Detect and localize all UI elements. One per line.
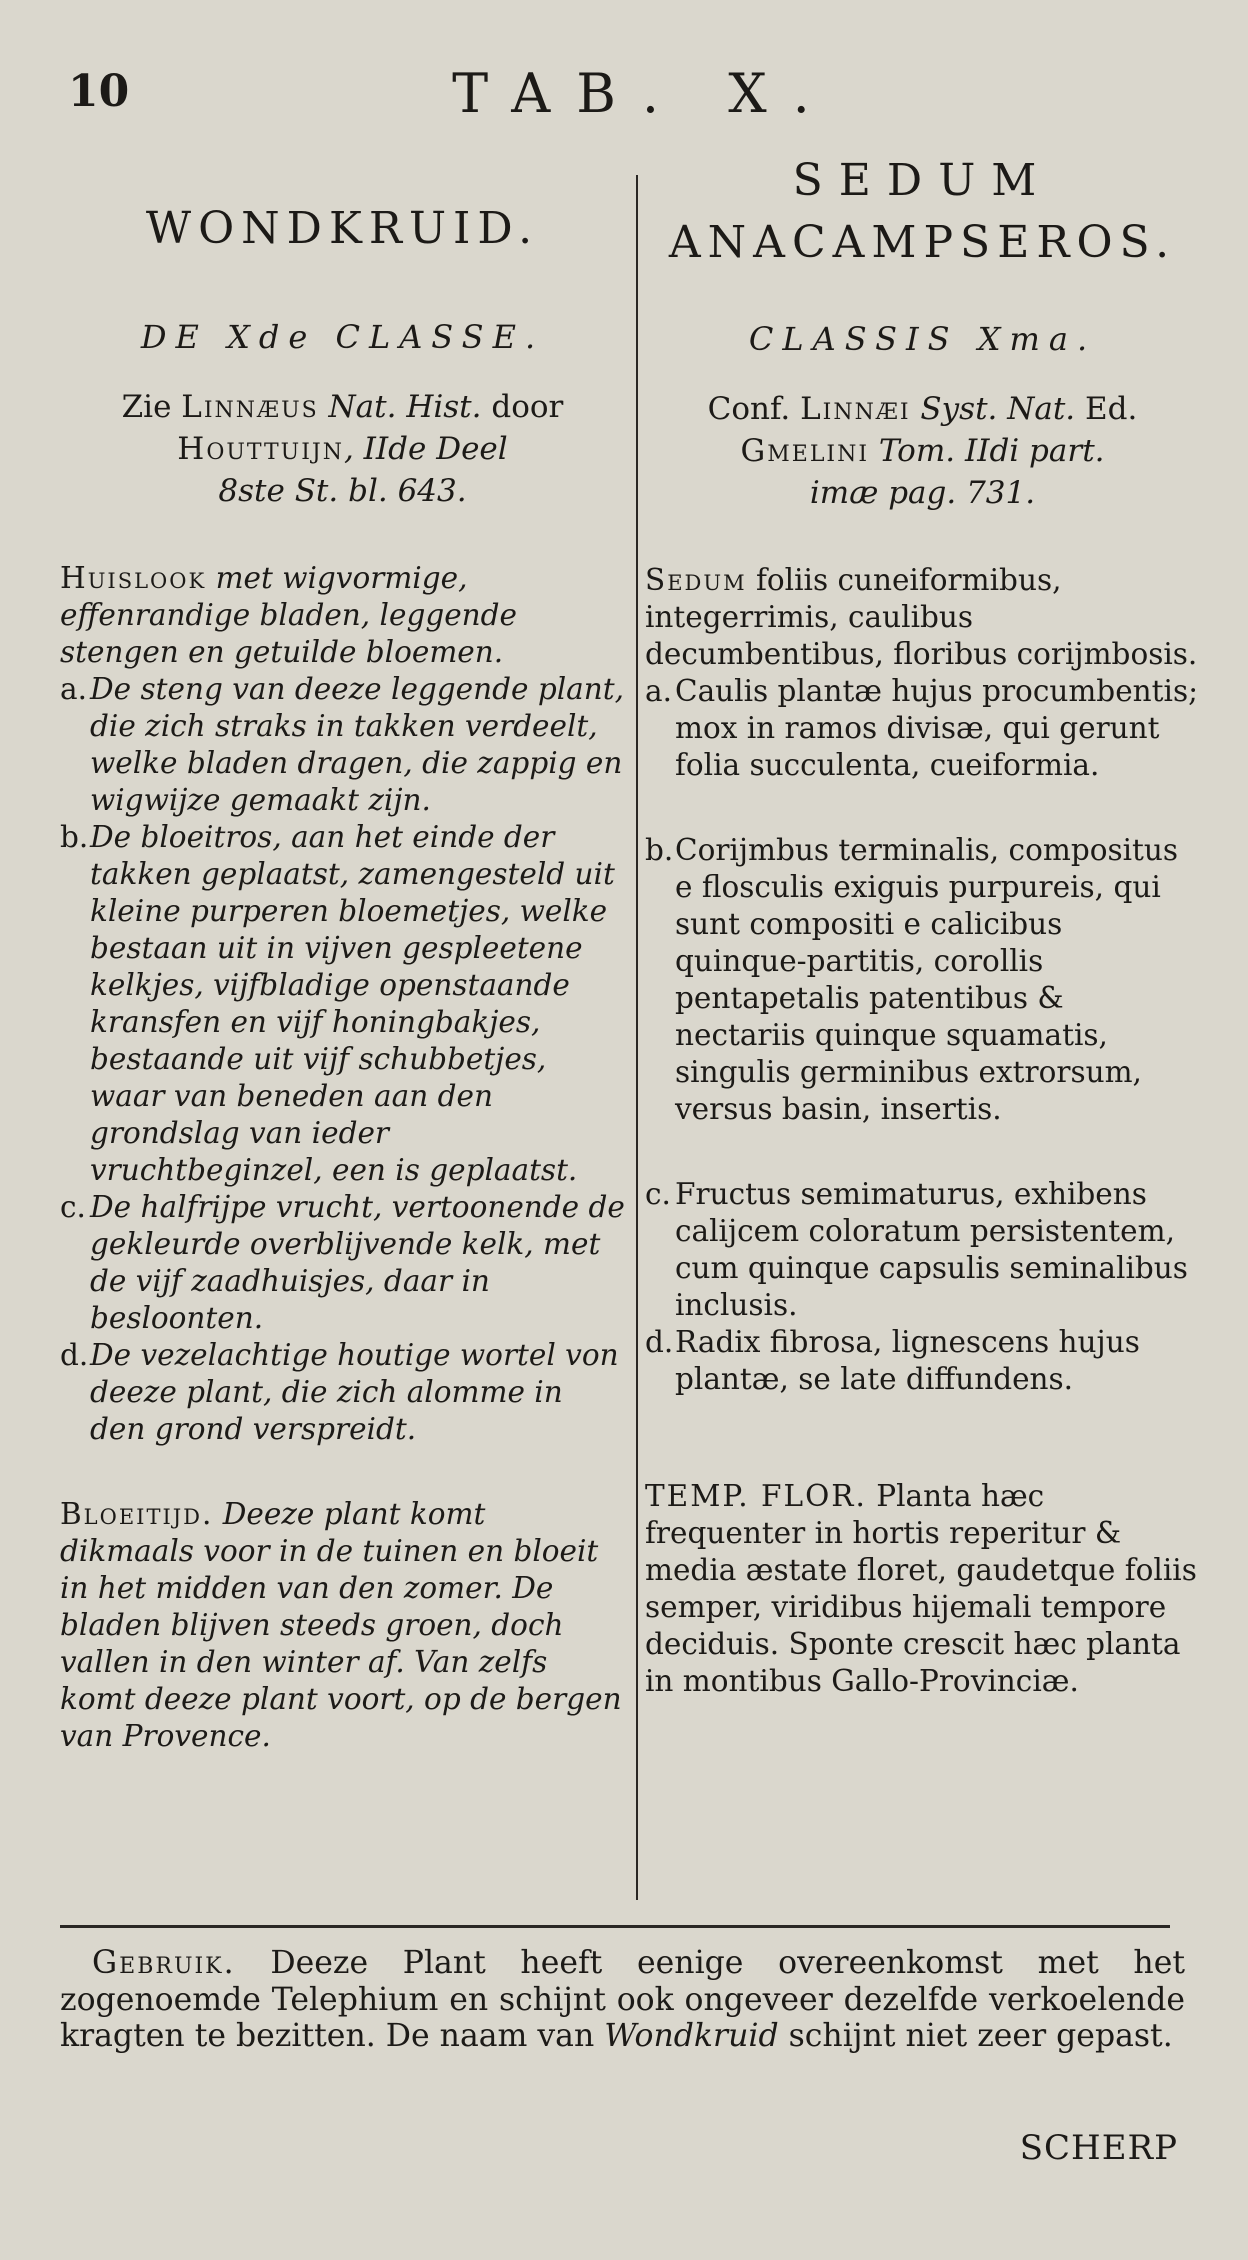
ref-text: door xyxy=(481,389,564,425)
dutch-description-text: met wigvormige, effenrandige bladen, leggende stengen en getuilde bloemen. xyxy=(60,561,518,669)
item-text: Caulis plantæ hujus procumbentis; mox in ramos divisæ, qui gerunt folia succulenta, cueiformia. xyxy=(675,674,1199,782)
latin-reference xyxy=(645,388,1200,514)
item-label: d. xyxy=(60,1338,89,1372)
ref-page: imæ pag. 731. xyxy=(809,475,1036,511)
ref-work: Syst. Nat. xyxy=(910,391,1076,427)
flowering-label: Bloeitijd. xyxy=(60,1497,214,1531)
dutch-column xyxy=(60,150,625,1755)
running-title: TAB. X. xyxy=(452,62,836,125)
dutch-flowering xyxy=(60,1496,625,1755)
ref-volume: Tom. IIdi part. xyxy=(869,433,1105,469)
latin-title-genus: SEDUM xyxy=(792,155,1053,206)
item-label: a. xyxy=(60,672,87,706)
ref-author: Linnæus xyxy=(181,389,319,425)
latin-class-heading: CLASSIS Xma. xyxy=(748,320,1097,358)
usage-text-end: schijnt niet zeer gepast. xyxy=(778,2018,1173,2054)
item-text: Corijmbus terminalis, compositus e flosculis exiguis purpureis, qui sunt compositi e calicibus quinque-partitis, corollis pentapetalis patentibus & nectariis quinque squamatis, singulis germinibus extrorsum, versus basin, insertis. xyxy=(675,833,1179,1126)
dutch-class-heading: DE Xde CLASSE. xyxy=(140,318,545,356)
usage-text: Deeze Plant heeft eenige overeenkomst met het zogenoemde Telephium en schijnt ook ongeveer dezelfde verkoelende kragten te bezitten. De naam van xyxy=(60,1945,1185,2054)
item-label: b. xyxy=(60,820,89,854)
ref-editor: Gmelini xyxy=(740,433,870,469)
dutch-item-a xyxy=(60,671,625,819)
item-text: De vezelachtige houtige wortel von deeze plant, die zich alomme in den grond verspreidt. xyxy=(90,1338,619,1446)
ref-page: 8ste St. bl. 643. xyxy=(218,473,467,509)
ref-author: Linnæi xyxy=(800,391,911,427)
ref-volume: , IIde Deel xyxy=(343,431,508,467)
ref-work: Nat. Hist. xyxy=(318,389,482,425)
item-label: b. xyxy=(645,833,674,867)
item-label: d. xyxy=(645,1325,674,1359)
dutch-genus: Huislook xyxy=(60,561,207,595)
item-text: De halfrijpe vrucht, vertoonende de gekleurde overblijvende kelk, met de vijf zaadhuisjes, daar in besloonten. xyxy=(90,1190,625,1335)
latin-description xyxy=(645,562,1200,673)
section-rule xyxy=(60,1925,1170,1928)
catchword: SCHERP xyxy=(1019,2128,1178,2168)
item-text: De steng van deeze leggende plant, die zich straks in takken verdeelt, welke bladen dragen, die zappig en wigwijze gemaakt zijn. xyxy=(90,672,624,817)
latin-item-d xyxy=(645,1324,1200,1398)
dutch-reference xyxy=(60,386,625,512)
usage-label: Gebruik. xyxy=(92,1945,236,1981)
latin-column xyxy=(645,150,1200,1700)
dutch-item-b xyxy=(60,819,625,1189)
usage-plant-name: Wondkruid xyxy=(604,2018,779,2054)
latin-description-text: foliis cuneiformibus, integerrimis, caulibus decumbentibus, floribus corijmbosis. xyxy=(645,563,1198,671)
item-text: De bloeitros, aan het einde der takken geplaatst, zamengesteld uit kleine purperen bloemetjes, welke bestaan uit in vijven gespleetene kelkjes, vijfbladige openstaande kransfen en vijf honingbakjes, bestaande uit vijf schubbetjes, waar van beneden aan den grondslag van ieder vruchtbeginzel, een is geplaatst. xyxy=(90,820,615,1187)
ref-translator: Houttuijn xyxy=(177,431,344,467)
item-text: Fructus semimaturus, exhibens calijcem coloratum persistentem, cum quinque capsulis seminalibus inclusis. xyxy=(675,1177,1188,1322)
item-text: Radix fibrosa, lignescens hujus plantæ, se late diffundens. xyxy=(675,1325,1140,1396)
ref-text: Conf. xyxy=(707,391,801,427)
latin-item-a xyxy=(645,673,1200,784)
item-label: a. xyxy=(645,674,672,708)
latin-flowering xyxy=(645,1478,1200,1700)
item-label: c. xyxy=(60,1190,86,1224)
latin-item-c xyxy=(645,1176,1200,1324)
item-label: c. xyxy=(645,1177,671,1211)
flowering-text: Planta hæc frequenter in hortis reperitur & media æstate floret, gaudetque foliis semper, viridibus hijemali tempore deciduis. Sponte crescit hæc planta in montibus Gallo-Provinciæ. xyxy=(645,1479,1197,1698)
dutch-item-c xyxy=(60,1189,625,1337)
latin-item-b xyxy=(645,832,1200,1128)
flowering-text: Deeze plant komt dikmaals voor in de tuinen en bloeit in het midden van den zomer. De bladen blijven steeds groen, doch vallen in den winter af. Van zelfs komt deeze plant voort, op de bergen van Provence. xyxy=(60,1497,622,1753)
column-divider xyxy=(636,175,638,1900)
page-number: 10 xyxy=(68,66,130,117)
dutch-description xyxy=(60,560,625,671)
dutch-item-d xyxy=(60,1337,625,1448)
ref-text: Zie xyxy=(121,389,182,425)
latin-genus: Sedum xyxy=(645,563,747,597)
latin-title-species: ANACAMPSEROS. xyxy=(668,217,1177,268)
flowering-label: TEMP. FLOR. xyxy=(645,1479,867,1513)
dutch-title: WONDKRUID. xyxy=(145,203,540,254)
usage-note xyxy=(60,1945,1185,2055)
ref-text: Ed. xyxy=(1075,391,1138,427)
